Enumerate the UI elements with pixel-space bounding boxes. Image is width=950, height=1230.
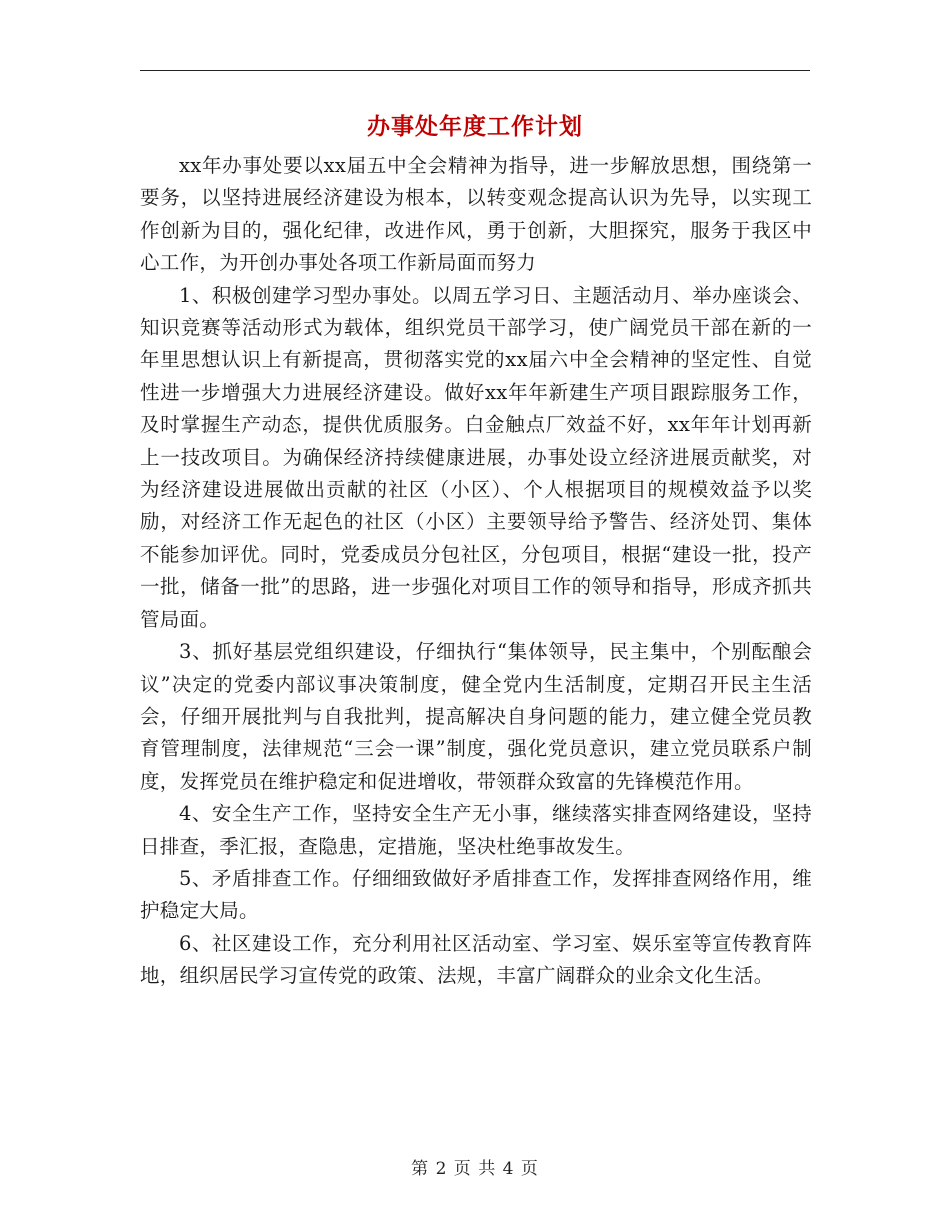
page-number: 第 2 页 共 4 页 [411, 1159, 539, 1179]
header-rule [140, 70, 810, 71]
paragraph-item-1: 1、积极创建学习型办事处。以周五学习日、主题活动月、举办座谈会、知识竞赛等活动形式为载体，组织党员干部学习，使广阔党员干部在新的一年里思想认识上有新提高，贯彻落实党的xx届六中全会精神的坚定性、自觉性进一步增强大力进展经济建设。做好xx年年新建生产项目跟踪服务工作，及时掌握生产动态，提供优质服务。白金触点厂效益不好，xx年年计划再新上一技改项目。为确保经济持续健康进展，办事处设立经济进展贡献奖，对为经济建设进展做出贡献的社区（小区）、个人根据项目的规模效益予以奖励，对经济工作无起色的社区（小区）主要领导给予警告、经济处罚、集体不能参加评优。同时，党委成员分包社区，分包项目，根据“建设一批，投产一批，储备一批”的思路，进一步强化对项目工作的领导和指导，形成齐抓共管局面。 [140, 283, 812, 631]
document-body [140, 150, 812, 993]
paragraph-intro: xx年办事处要以xx届五中全会精神为指导，进一步解放思想，围绕第一要务，以坚持进展经济建设为根本，以转变观念提高认识为先导，以实现工作创新为目的，强化纪律，改进作风，勇于创新，大胆探究，服务于我区中心工作，为开创办事处各项工作新局面而努力 [140, 154, 812, 275]
paragraph-item-6: 6、社区建设工作，充分利用社区活动室、学习室、娱乐室等宣传教育阵地，组织居民学习宣传党的政策、法规，丰富广阔群众的业余文化生活。 [140, 931, 812, 988]
paragraph-item-4: 4、安全生产工作，坚持安全生产无小事，继续落实排查网络建设，坚持日排查，季汇报，查隐患，定措施，坚决杜绝事故发生。 [140, 802, 812, 858]
paragraph-item-5: 5、矛盾排查工作。仔细细致做好矛盾排查工作，发挥排查网络作用，维护稳定大局。 [140, 866, 812, 923]
document-title: 办事处年度工作计划 [367, 113, 583, 140]
paragraph-item-3: 3、抓好基层党组织建设，仔细执行“集体领导，民主集中，个别酝酿会议”决定的党委内部议事决策制度，健全党内生活制度，定期召开民主生活会，仔细开展批判与自我批判，提高解决自身问题的能力，建立健全党员教育管理制度，法律规范“三会一课”制度，强化党员意识，建立党员联系户制度，发挥党员在维护稳定和促进增收，带领群众致富的先锋模范作用。 [140, 640, 812, 793]
